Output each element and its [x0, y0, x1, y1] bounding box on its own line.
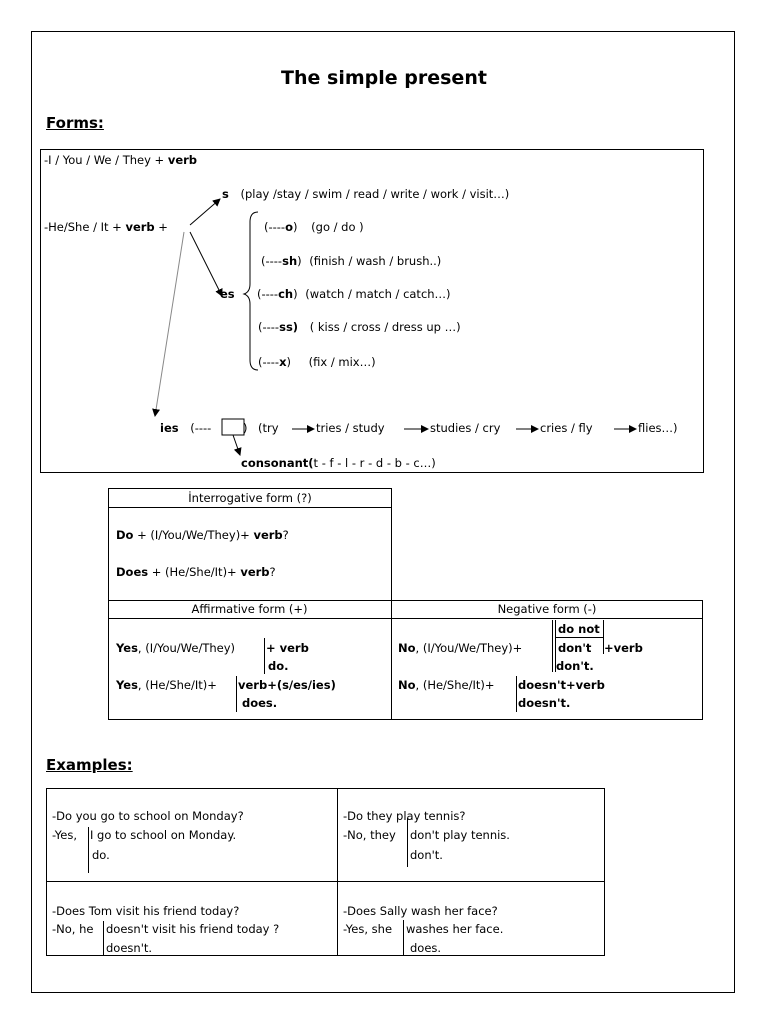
ies-row	[160, 421, 211, 435]
negative-bar-1a	[552, 620, 553, 672]
negative-bar-2	[516, 676, 517, 712]
example-3-answer-prefix: -No, he	[52, 922, 94, 936]
singular-verb: verb	[125, 220, 155, 234]
interrogative-divider	[108, 507, 392, 508]
example-3-answer: doesn't visit his friend today ?	[106, 922, 280, 936]
negative-dont: don't	[558, 641, 592, 655]
arrow-to-es	[190, 232, 222, 296]
example-4-short: does.	[410, 941, 442, 955]
page-title: The simple present	[281, 67, 487, 89]
example-4-question: -Does Sally wash her face?	[343, 904, 498, 918]
negative-do-not: do not	[558, 622, 600, 636]
ies-suffix: ies	[160, 421, 179, 435]
forms-heading: Forms:	[46, 114, 104, 132]
consonant-row	[241, 456, 436, 470]
s-examples: (play /stay / swim / read / write / work / visit…)	[240, 187, 510, 201]
affirmative-verb-plural: + verb	[266, 641, 309, 655]
example-1-answer: I go to school on Monday.	[90, 828, 237, 842]
es-rule-sh: (----sh) (finish / wash / brush..)	[261, 254, 442, 268]
example-2-question: -Do they play tennis?	[343, 809, 466, 823]
example-3-short: doesn't.	[106, 941, 153, 955]
singular-subjects: -He/She / It +	[44, 220, 126, 234]
ies-cries: cries / fly	[540, 421, 593, 435]
es-rule-ss: (----ss) ( kiss / cross / dress up …)	[258, 320, 461, 334]
example-4-answer-prefix: -Yes, she	[343, 922, 393, 936]
negative-short-singular: doesn't.	[518, 696, 571, 710]
example-1-answer-prefix: -Yes,	[52, 828, 78, 842]
es-rule-o: (----o) (go / do )	[264, 220, 364, 234]
affirmative-yes-plural: Yes, (I/You/We/They)	[116, 641, 236, 655]
negative-no-plural: No, (I/You/We/They)+	[398, 641, 523, 655]
negative-underline-1	[555, 637, 604, 638]
ies-flies: flies…)	[638, 421, 678, 435]
negative-short-plural: don't.	[556, 659, 594, 673]
example-2-bar	[407, 818, 408, 867]
ies-tries: tries / study	[316, 421, 385, 435]
example-3-question: -Does Tom visit his friend today?	[52, 904, 240, 918]
consonant-label: consonant(	[241, 456, 314, 470]
answers-divider-h	[108, 618, 703, 619]
example-2-answer-prefix: -No, they	[343, 828, 396, 842]
ies-open: (----	[190, 421, 212, 435]
s-suffix: s	[222, 187, 229, 201]
interrogative-does: Does + (He/She/It)+ verb?	[116, 565, 276, 579]
arrow-to-ies	[155, 232, 184, 416]
affirmative-short-singular: does.	[242, 696, 278, 710]
affirmative-bar-2	[236, 676, 237, 712]
example-1-bar	[88, 827, 89, 873]
example-4-bar	[403, 920, 404, 956]
example-2-short: don't.	[410, 848, 443, 862]
es-rule-ch: (----ch) (watch / match / catch…)	[257, 287, 451, 301]
example-4-answer: washes her face.	[406, 922, 504, 936]
plural-verb: verb	[167, 153, 198, 167]
singular-plus: +	[154, 220, 168, 234]
affirmative-verb-singular: verb+(s/es/ies)	[238, 678, 336, 692]
examples-heading: Examples:	[46, 756, 133, 774]
affirmative-bar-1	[264, 638, 265, 674]
es-suffix: es	[220, 287, 235, 301]
negative-verb-plural: +verb	[604, 641, 643, 655]
example-2-answer: don't play tennis.	[410, 828, 510, 842]
ies-try: (try	[258, 421, 279, 435]
example-1-question: -Do you go to school on Monday?	[52, 809, 244, 823]
interrogative-header: İnterrogative form (?)	[188, 491, 312, 505]
consonant-list: t - f - l - r - d - b - c…)	[313, 456, 436, 470]
arrow-to-consonant	[233, 435, 240, 455]
arrow-to-s	[190, 199, 220, 225]
es-rule-x: (----x) (fix / mix…)	[258, 355, 376, 369]
affirmative-short-plural: do.	[268, 659, 289, 673]
negative-header: Negative form (-)	[497, 602, 597, 616]
ies-close: )	[243, 421, 248, 435]
affirmative-header: Affirmative form (+)	[191, 602, 308, 616]
ies-studies: studies / cry	[430, 421, 501, 435]
example-1-short: do.	[92, 848, 110, 862]
ies-consonant-box	[222, 419, 244, 435]
plural-subjects: -I / You / We / They +	[44, 153, 168, 167]
es-brace	[244, 212, 258, 370]
negative-verb-singular: doesn't+verb	[518, 678, 605, 692]
examples-divider-v	[337, 788, 338, 956]
affirmative-yes-singular: Yes, (He/She/It)+	[116, 678, 217, 692]
negative-no-singular: No, (He/She/It)+	[398, 678, 495, 692]
example-3-bar	[103, 921, 104, 956]
examples-divider-h	[46, 881, 605, 882]
interrogative-do: Do + (I/You/We/They)+ verb?	[116, 528, 289, 542]
